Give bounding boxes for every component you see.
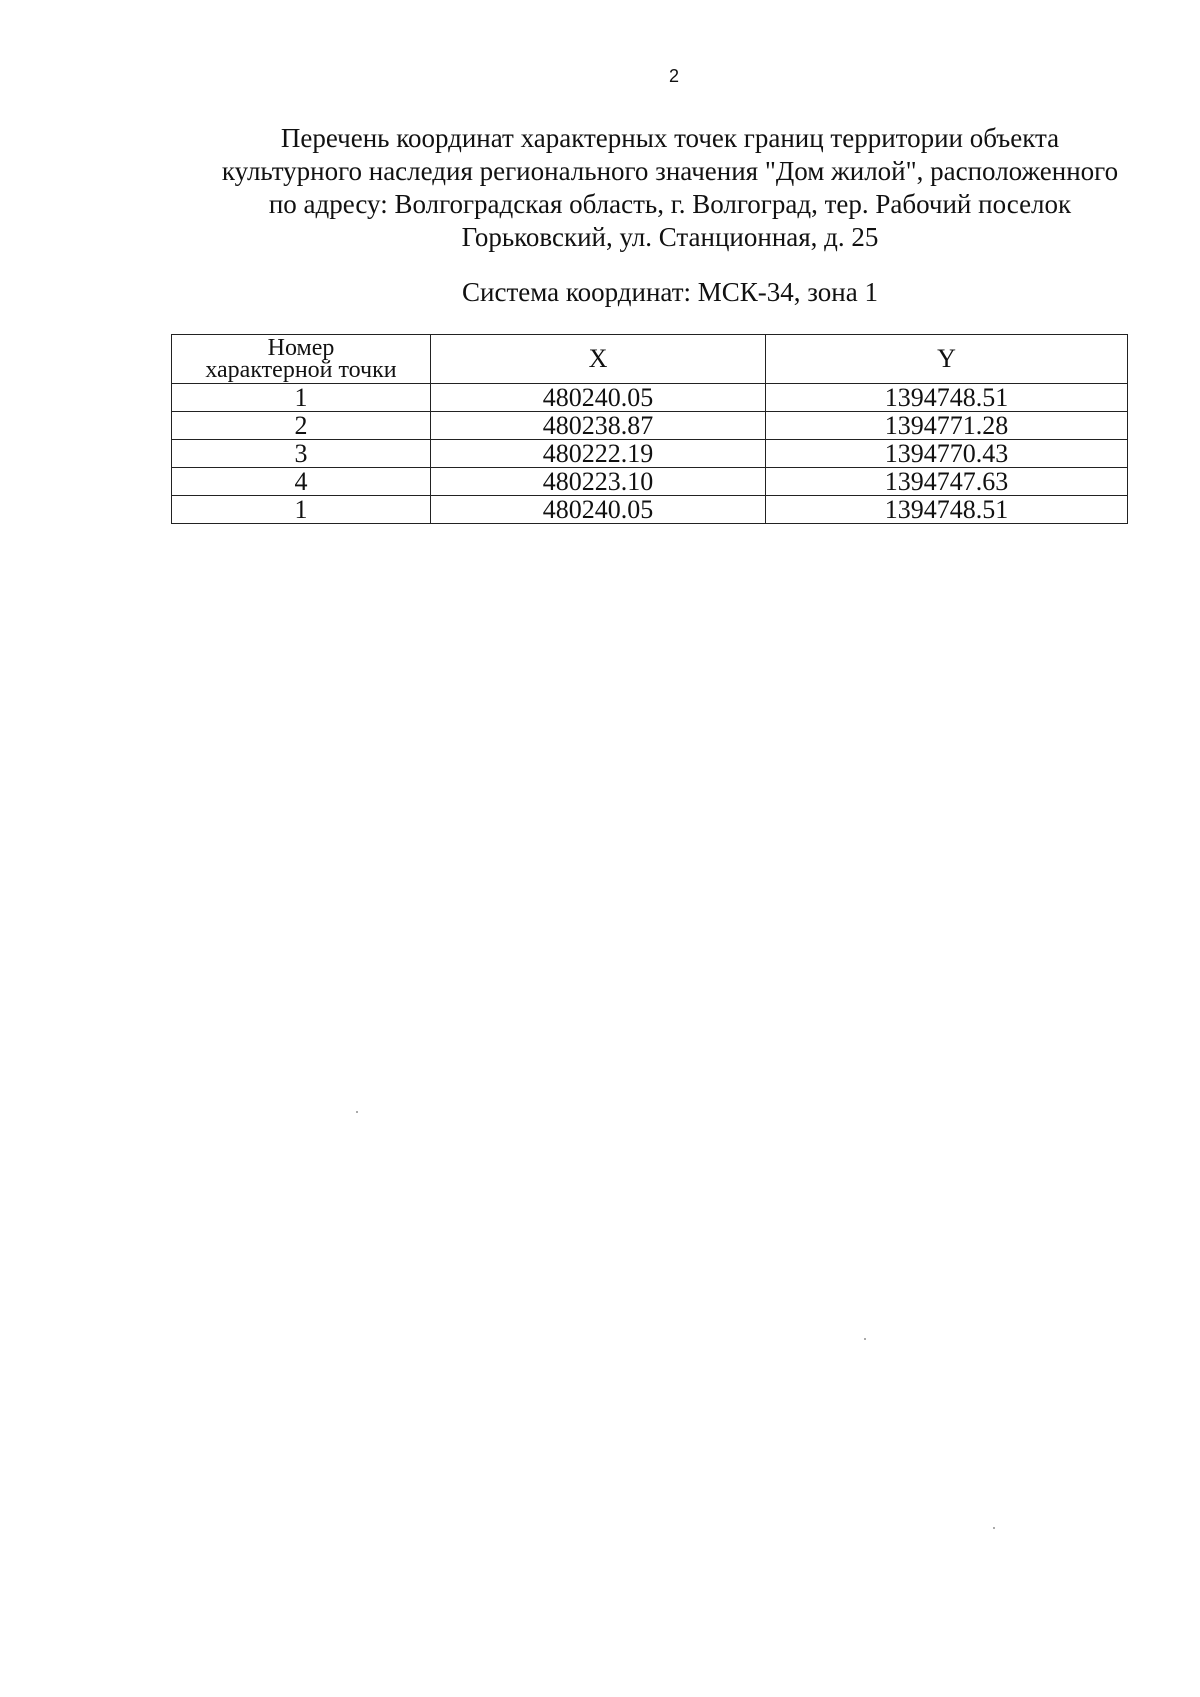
title-line-1: Перечень координат характерных точек границ территории объекта: [280, 123, 1060, 153]
cell-y: 1394748.51: [766, 384, 1128, 412]
scan-speck: [993, 1527, 995, 1529]
cell-x: 480240.05: [431, 384, 766, 412]
title-line-4: Горьковский, ул. Станционная, д. 25: [461, 222, 879, 252]
title-line-2: культурного наследия регионального значения "Дом жилой", расположенного: [221, 156, 1119, 186]
cell-x: 480240.05: [431, 496, 766, 524]
header-point-number-line1: Номер: [267, 335, 335, 361]
cell-y: 1394771.28: [766, 412, 1128, 440]
coordinate-system-label: Система координат: МСК-34, зона 1: [462, 277, 878, 307]
cell-x: 480238.87: [431, 412, 766, 440]
header-y: Y: [766, 335, 1128, 384]
scan-speck: [864, 1338, 866, 1340]
cell-x: 480223.10: [431, 468, 766, 496]
table-row: [172, 468, 1128, 496]
cell-point: 1: [172, 384, 431, 412]
table-row: [172, 496, 1128, 524]
page-number: 2: [668, 66, 679, 86]
scan-speck: [356, 1111, 358, 1113]
table-row: [172, 384, 1128, 412]
table-header-row: [172, 335, 1128, 384]
header-point-number: [172, 335, 431, 384]
document-title: [170, 122, 1170, 254]
cell-point: 1: [172, 496, 431, 524]
cell-y: 1394747.63: [766, 468, 1128, 496]
cell-y: 1394770.43: [766, 440, 1128, 468]
cell-x: 480222.19: [431, 440, 766, 468]
header-x: X: [431, 335, 766, 384]
title-line-3: по адресу: Волгоградская область, г. Волгоград, тер. Рабочий поселок: [268, 189, 1072, 219]
cell-point: 3: [172, 440, 431, 468]
cell-y: 1394748.51: [766, 496, 1128, 524]
coordinates-table: [171, 334, 1128, 524]
table-row: [172, 412, 1128, 440]
cell-point: 2: [172, 412, 431, 440]
cell-point: 4: [172, 468, 431, 496]
header-point-number-line2: характерной точки: [205, 357, 397, 383]
table-row: [172, 440, 1128, 468]
